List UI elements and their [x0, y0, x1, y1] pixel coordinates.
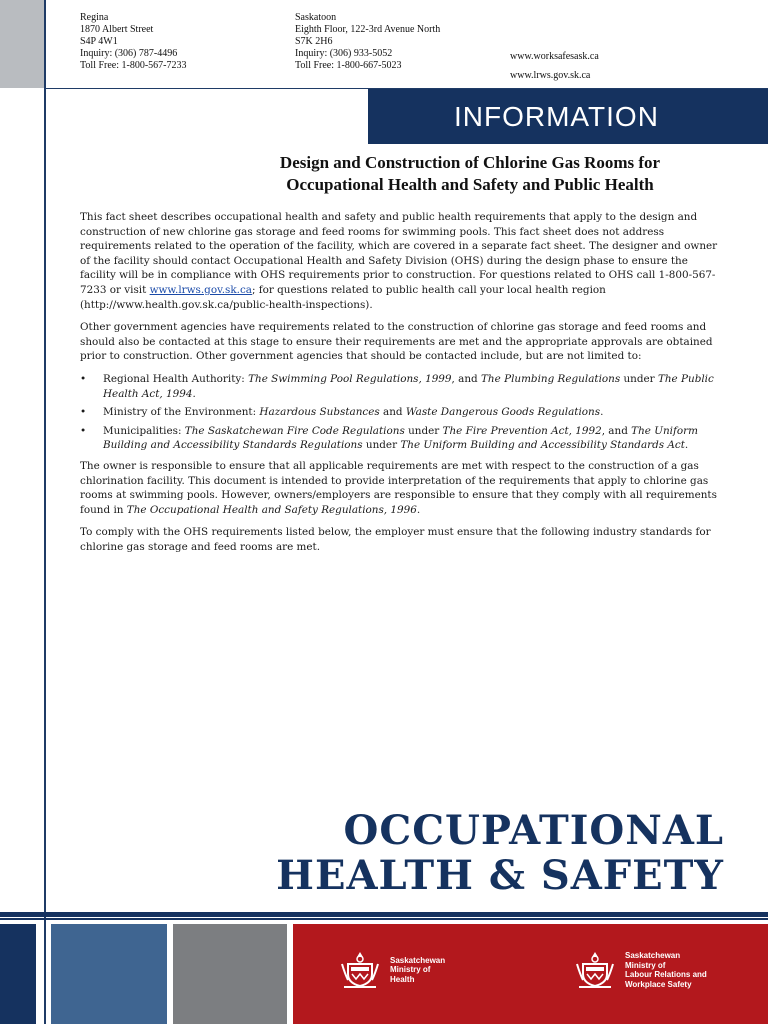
logo-line: Labour Relations and: [625, 970, 707, 979]
regulation-title: Hazardous Substances: [259, 406, 380, 419]
list-item-text: Ministry of the Environment:: [103, 406, 260, 419]
responsibility-text-end: .: [416, 503, 421, 516]
saskatchewan-crest-icon: [575, 950, 615, 990]
regina-tollfree: Toll Free: 1-800-567-7233: [80, 60, 187, 71]
list-item-text: , and: [601, 424, 632, 437]
regina-address: [80, 12, 187, 72]
logo-line: Health: [390, 974, 415, 984]
logo-line: Ministry of: [625, 960, 666, 970]
logo-line: Workplace Safety: [625, 979, 692, 989]
responsibility-paragraph: [80, 459, 722, 517]
regulation-title: The Plumbing Regulations: [481, 372, 621, 385]
saskatoon-address: [295, 12, 440, 72]
footer-blue-block: [51, 924, 167, 1024]
document-title: [200, 152, 740, 196]
intro-paragraph: [80, 210, 722, 312]
title-line-1: Design and Construction of Chlorine Gas Rooms for: [279, 153, 661, 172]
logo-line: Ministry of: [390, 965, 431, 975]
labour-ministry-label: [625, 951, 707, 989]
regina-inquiry: Inquiry: (306) 787-4496: [80, 48, 178, 59]
lrws-url[interactable]: www.lrws.gov.sk.ca: [510, 70, 591, 81]
vertical-rule: [44, 0, 46, 1024]
list-item-text: Regional Health Authority:: [103, 372, 249, 385]
ohs-title-line-1: OCCUPATIONAL: [343, 807, 724, 854]
worksafe-url[interactable]: www.worksafesask.ca: [510, 51, 599, 62]
body-content: [80, 210, 722, 562]
list-item-text: under: [620, 372, 658, 385]
ohs-footer-title: [276, 808, 724, 898]
list-item: [80, 424, 722, 453]
compliance-paragraph: To comply with the OHS requirements listed below, the employer must ensure that the following industry standards for chlorine gas storage and feed rooms are met.: [80, 526, 711, 553]
list-item-text: .: [192, 387, 196, 400]
regulation-title: The Occupational Health and Safety Regulations, 1996: [126, 503, 417, 516]
act-title: The Fire Prevention Act, 1992: [442, 424, 602, 437]
logo-line: Saskatchewan: [625, 951, 681, 960]
agency-list: [80, 372, 722, 453]
list-item: [80, 405, 722, 420]
saskatoon-postal: S7K 2H6: [295, 36, 333, 47]
regina-street: 1870 Albert Street: [80, 24, 154, 35]
information-banner: INFORMATION: [368, 89, 768, 144]
regulation-title: Waste Dangerous Goods Regulations: [405, 406, 601, 419]
labour-ministry-logo: [575, 950, 707, 990]
regulation-title: The Uniform Building and Accessibility Standards Regulations: [103, 424, 698, 452]
regina-postal: S4P 4W1: [80, 36, 118, 47]
footer-gray-block: [173, 924, 287, 1024]
intro-text-end: ; for questions related to public health call your local health region (http://www.health.gov.sk.ca/public-health-inspections).: [80, 283, 606, 311]
list-item-text: under: [362, 439, 401, 452]
saskatoon-tollfree: Toll Free: 1-800-667-5023: [295, 60, 402, 71]
regulation-title: The Saskatchewan Fire Code Regulations: [184, 424, 405, 437]
lrws-link[interactable]: www.lrws.gov.sk.ca: [149, 283, 252, 296]
list-item-text: and: [379, 406, 406, 419]
saskatoon-street: Eighth Floor, 122-3rd Avenue North: [295, 24, 441, 35]
saskatchewan-crest-icon: [340, 950, 380, 990]
footer-navy-block: [0, 924, 36, 1024]
regulation-title: The Swimming Pool Regulations, 1999: [248, 372, 452, 385]
footer-rule-thick: [0, 912, 768, 917]
list-item-text: Municipalities:: [103, 424, 185, 437]
act-title: The Uniform Building and Accessibility Standards Act: [400, 439, 685, 452]
saskatoon-inquiry: Inquiry: (306) 933-5052: [295, 48, 393, 59]
list-item-text: , and: [451, 372, 481, 385]
health-ministry-logo: [340, 950, 445, 990]
list-item-text: under: [404, 424, 443, 437]
corner-gray-block: [0, 0, 44, 88]
regina-city: Regina: [80, 12, 109, 23]
act-title: The Public Health Act, 1994: [103, 372, 714, 400]
footer-rule-thin: [0, 918, 768, 920]
list-item: [80, 372, 722, 401]
agencies-paragraph: Other government agencies have requirements related to the construction of chlorine gas storage and feed rooms and should also be contacted at this stage to ensure their requirements are met and the appropriate approvals are obtained prior to construction. Other government agencies that should be contacted include, but are not limited to:: [80, 321, 713, 363]
list-item-text: .: [600, 406, 604, 419]
responsibility-text: The owner is responsible to ensure that all applicable requirements are met with respect to the construction of a gas chlorination facility. This document is intended to provide interpretation of the requirements that apply to chlorine gas rooms at swimming pools. However, owners/employers are responsible to ensure that they comply with all requirements found in: [80, 459, 717, 516]
list-item-text: .: [684, 439, 689, 452]
intro-text: This fact sheet describes occupational health and safety and public health requirements that apply to the design and construction of new chlorine gas storage and feed rooms for swimming pools. This fact sheet does not address requirements related to the operation of the facility, which are covered in a separate fact sheet. The designer and owner of the facility should contact Occupational Health and Safety Division (OHS) during the design phase to ensure the facility will be in compliance with OHS requirements prior to construction. For questions related to OHS call 1-800-567-7233 or visit: [80, 211, 718, 296]
ohs-title-line-2: HEALTH & SAFETY: [276, 852, 724, 899]
health-ministry-label: [390, 956, 445, 985]
saskatoon-city: Saskatoon: [295, 12, 337, 23]
logo-line: Saskatchewan: [390, 955, 446, 965]
title-line-2: Occupational Health and Safety and Public Health: [286, 175, 654, 194]
